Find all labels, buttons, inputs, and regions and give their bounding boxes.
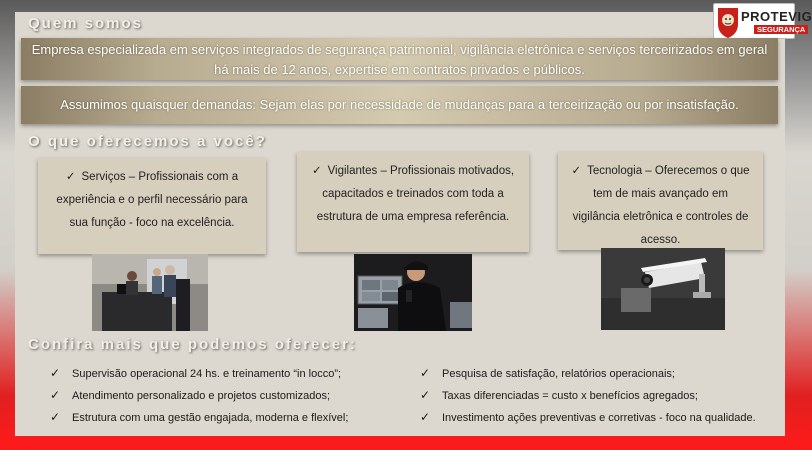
check-icon: ✓	[50, 410, 61, 424]
about-banner-1	[21, 38, 778, 80]
logo-name: PROTEVIG	[741, 9, 812, 24]
list-item	[420, 362, 756, 384]
check-icon: ✓	[65, 171, 76, 183]
protevig-logo	[713, 3, 812, 39]
list-item-text: Atendimento personalizado e projetos customizados;	[72, 390, 331, 402]
more-title: Confira mais que podemos oferecer:	[28, 336, 357, 353]
list-item-text: Pesquisa de satisfação, relatórios operacionais;	[442, 368, 675, 380]
about-banner-2	[21, 86, 778, 124]
check-icon: ✓	[50, 388, 61, 402]
offer-card-guards	[297, 152, 529, 252]
offer-card-services-text: Serviços – Profissionais com a experiência e o perfil necessário para sua função - foco na excelência.	[56, 171, 248, 229]
check-icon: ✓	[420, 410, 431, 424]
check-icon: ✓	[311, 165, 322, 177]
check-icon: ✓	[420, 366, 431, 380]
about-title: Quem somos	[28, 15, 144, 32]
about-banner-1-text: Empresa especializada em serviços integrados de segurança patrimonial, vigilância eletrônica e serviços terceirizados em geral há mais de 12 anos, expertise em contratos privados e públicos.	[31, 42, 768, 77]
list-item	[420, 406, 756, 428]
security-camera-photo	[601, 248, 725, 330]
offer-card-technology	[558, 152, 763, 250]
offer-card-technology-text: Tecnologia – Oferecemos o que tem de mais avançado em vigilância eletrônica e controles de acesso.	[572, 165, 750, 246]
more-list-right	[420, 362, 756, 428]
list-item	[50, 362, 348, 384]
reception-photo	[92, 254, 208, 331]
about-banner-2-text: Assumimos quaisquer demandas: Sejam elas por necessidade de mudanças para a terceirização ou por insatisfação.	[60, 97, 739, 112]
check-icon: ✓	[571, 165, 582, 177]
list-item-text: Taxas diferenciadas = custo x benefícios agregados;	[442, 390, 698, 402]
check-icon: ✓	[420, 388, 431, 402]
list-item	[50, 406, 348, 428]
list-item	[50, 384, 348, 406]
list-item-text: Estrutura com uma gestão engajada, moderna e flexível;	[72, 412, 349, 424]
more-list-left	[50, 362, 348, 428]
list-item-text: Investimento ações preventivas e corretivas - foco na qualidade.	[442, 412, 756, 424]
list-item	[420, 384, 756, 406]
offer-card-guards-text: Vigilantes – Profissionais motivados, capacitados e treinados com toda a estrutura de uma empresa referência.	[316, 165, 515, 223]
logo-tagline: SEGURANÇA	[754, 25, 808, 34]
offer-title: O que oferecemos a você?	[28, 133, 267, 150]
guard-monitoring-photo	[354, 254, 472, 331]
offer-card-services	[38, 158, 266, 254]
check-icon: ✓	[50, 366, 61, 380]
list-item-text: Supervisão operacional 24 hs. e treinamento “in locco”;	[72, 368, 342, 380]
